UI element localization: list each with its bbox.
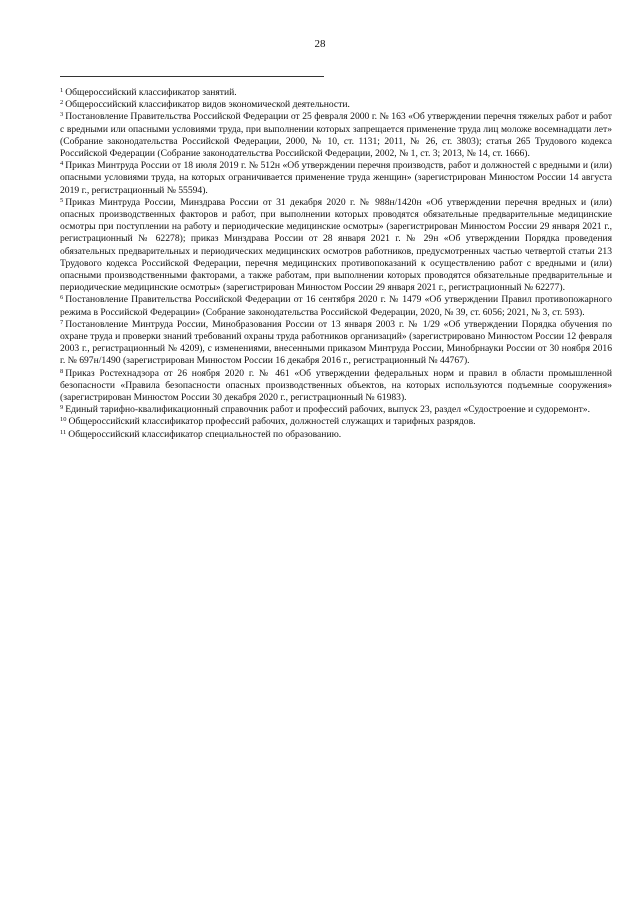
- footnote-mark: 4: [60, 160, 64, 168]
- footnote-separator: [60, 76, 324, 77]
- footnote-9: [60, 404, 612, 416]
- footnote-10: [60, 416, 612, 428]
- footnote-11: [60, 429, 612, 441]
- footnote-text: Общероссийский классификатор занятий.: [65, 87, 237, 98]
- footnote-text: Единый тарифно-квалификационный справочник работ и профессий рабочих, выпуск 23, раздел «Судостроение и судоремонт».: [65, 404, 590, 416]
- footnote-mark: 9: [60, 404, 64, 412]
- footnote-mark: 8: [60, 367, 64, 375]
- footnote-7: [60, 319, 612, 368]
- footnote-mark: 5: [60, 196, 64, 204]
- footnote-2: [60, 99, 612, 111]
- footnote-mark: 6: [60, 294, 64, 302]
- footnote-mark: 3: [60, 111, 64, 119]
- footnote-mark: 10: [60, 416, 67, 424]
- footnote-1: [60, 87, 612, 99]
- footnote-text: Приказ Минтруда России, Минздрава России от 31 декабря 2020 г. № 988н/1420н «Об утверждении перечня вредных и (или) опасных производственных факторов и работ, при выполнении которых проводятся обязательные предварительные медицинские осмотры при поступлении на работу и периодические медицинские осмотры» (зарегистрирован Минюстом России 29 января 2021 г., регистрационный № 62278); приказ Минздрава России от 28 января 2021 г. № 29н «Об утверждении Порядка проведения обязательных предварительных и периодических медицинских осмотров работников, предусмотренных частью четвертой статьи 213 Трудового кодекса Российской Федерации, перечня медицинских противопоказаний к осуществлению работ с вредными и (или) опасными производственными факторами, а также работам, при выполнении которых проводятся обязательные предварительные и периодические медицинские осмотры» (зарегистрирован Минюстом России 29 января 2021 г., регистрационный № 62277).: [60, 196, 612, 294]
- footnote-3: [60, 111, 612, 160]
- footnote-text: Общероссийский классификатор профессий рабочих, должностей служащих и тарифных разрядов.: [68, 416, 476, 428]
- page-number: 28: [314, 38, 326, 50]
- footnote-text: Общероссийский классификатор видов экономической деятельности.: [65, 99, 350, 111]
- footnote-4: [60, 160, 612, 197]
- footnote-text: Постановление Правительства Российской Федерации от 16 сентября 2020 г. № 1479 «Об утверждении Правил противопожарного режима в Российской Федерации» (Собрание законодательства Российской Федерации, 2020, № 39, ст. 6056; 2021, № 3, ст. 593).: [60, 294, 612, 318]
- footnote-mark: 1: [60, 87, 64, 94]
- footnote-text: Постановление Правительства Российской Федерации от 25 февраля 2000 г. № 163 «Об утверждении перечня тяжелых работ и работ с вредными или опасными условиями труда, при выполнении которых запрещается применение труда лиц моложе восемнадцати лет» (Собрание законодательства Российской Федерации, 2000, № 10, ст. 1131; 2011, № 26, ст. 3803); статья 265 Трудового кодекса Российской Федерации (Собрание законодательства Российской Федерации, 2002, № 1, ст. 3; 2013, № 14, ст. 1666).: [60, 111, 612, 160]
- footnote-text: Приказ Минтруда России от 18 июля 2019 г. № 512н «Об утверждении перечня производств, работ и должностей с вредными и (или) опасными условиями труда, на которых ограничивается применение труда женщин» (зарегистрирован Минюстом России 14 августа 2019 г., регистрационный № 55594).: [60, 160, 612, 196]
- footnote-text: Постановление Минтруда России, Минобразования России от 13 января 2003 г. № 1/29 «Об утверждении Порядка обучения по охране труда и проверки знаний требований охраны труда работников организаций» (зарегистрировано Минюстом России 12 февраля 2003 г., регистрационный № 4209), с изменениями, внесенными приказом Минтруда России, Минобрнауки России от 30 ноября 2016 г. № 697н/1490 (зарегистрирован Минюстом России 16 декабря 2016 г., регистрационный № 44767).: [60, 318, 612, 367]
- footnote-6: [60, 294, 612, 318]
- footnotes-section: [60, 87, 612, 441]
- footnote-text: Приказ Ростехнадзора от 26 ноября 2020 г. № 461 «Об утверждении федеральных норм и правил в области промышленной безопасности «Правила безопасности опасных производственных объектов, на которых используются подъемные сооружения» (зарегистрирован Минюстом России 30 декабря 2020 г., регистрационный № 61983).: [60, 367, 612, 404]
- footnote-mark: 2: [60, 99, 64, 107]
- footnote-mark: 11: [60, 428, 67, 436]
- footnote-mark: 7: [60, 318, 64, 326]
- footnote-8: [60, 368, 612, 405]
- footnote-5: [60, 197, 612, 295]
- footnote-text: Общероссийский классификатор специальностей по образованию.: [68, 428, 342, 440]
